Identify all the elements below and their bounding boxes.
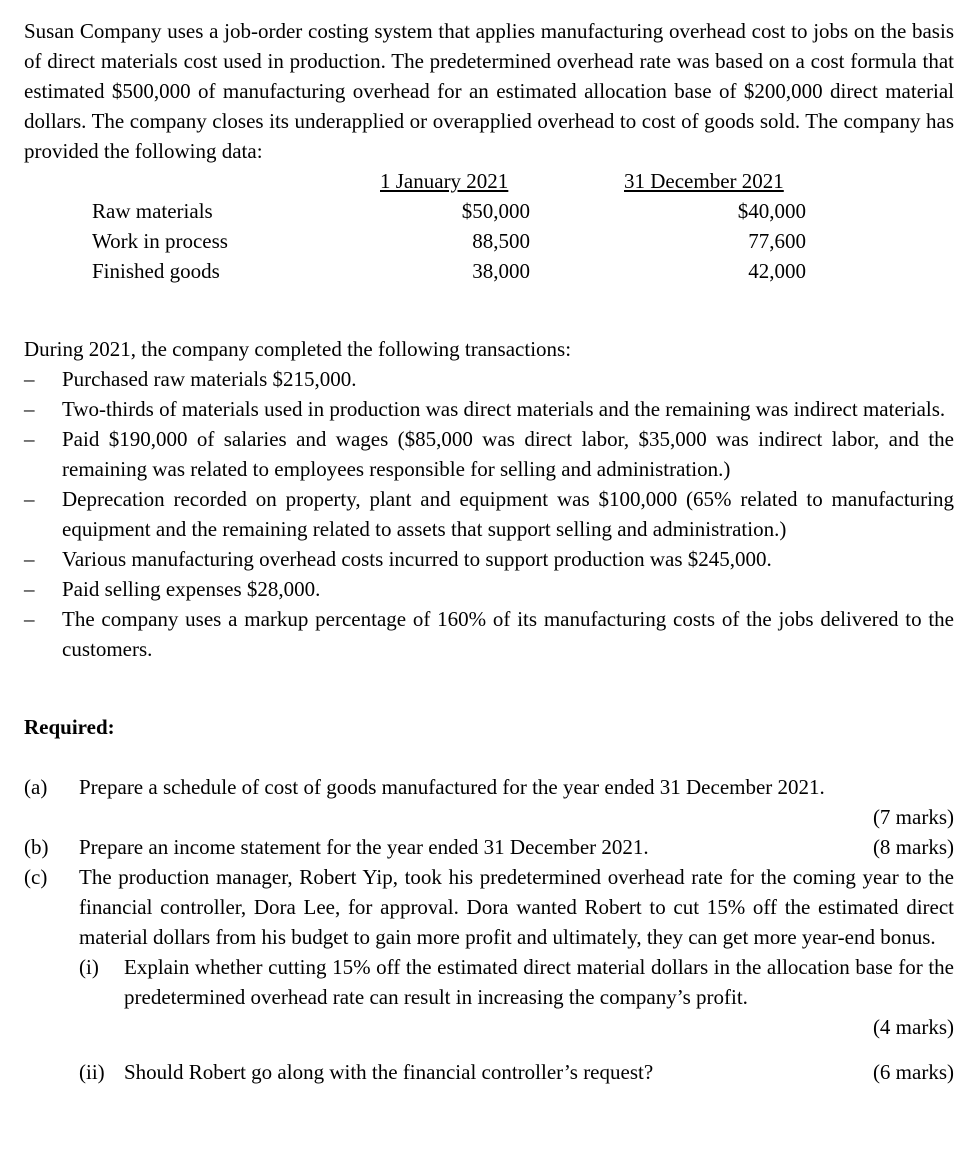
question-c-ii-label: (ii)	[79, 1060, 105, 1084]
question-b	[24, 832, 954, 862]
question-c-ii-marks: (6 marks)	[872, 1060, 954, 1084]
transaction-item: – Purchased raw materials $215,000.	[24, 364, 954, 394]
raw-materials-dec: $40,000	[737, 199, 806, 223]
question-c-i-text: Explain whether cutting 15% off the estimated direct material dollars in the allocation base for the predetermined overhead rate can result in increasing the company’s profit.	[124, 955, 954, 1009]
question-b-marks: (8 marks)	[872, 835, 954, 859]
question-a-text: Prepare a schedule of cost of goods manufactured for the year ended 31 December 2021.	[79, 775, 825, 799]
transaction-item: – Deprecation recorded on property, plant and equipment was $100,000 (65% related to manufacturing equipment and the remaining related to assets that support selling and administration.)	[24, 484, 954, 544]
question-c-i	[79, 952, 954, 1042]
transaction-item: – Paid selling expenses $28,000.	[24, 574, 954, 604]
transaction-item: – Paid $190,000 of salaries and wages ($85,000 was direct labor, $35,000 was indirect labor, and the remaining was related to employees responsible for selling and administration.)	[24, 424, 954, 484]
question-c-i-label: (i)	[79, 955, 99, 979]
intro-paragraph: Susan Company uses a job-order costing system that applies manufacturing overhead cost to jobs on the basis of direct materials cost used in production. The predetermined overhead rate was based on a cost formula that estimated $500,000 of manufacturing overhead for an estimated allocation base of $200,000 direct material dollars. The company closes its underapplied or overapplied overhead to cost of goods sold. The company has provided the following data:	[24, 19, 954, 163]
row-label-work-in-process: Work in process	[92, 229, 228, 253]
question-c-text: The production manager, Robert Yip, took his predetermined overhead rate for the coming year to the financial controller, Dora Lee, for approval. Dora wanted Robert to cut 15% off the estimated direct material dollars from his budget to gain more profit and ultimately, they can get more year-end bonus.	[79, 865, 954, 949]
row-label-raw-materials: Raw materials	[92, 199, 213, 223]
transaction-item: – The company uses a markup percentage of 160% of its manufacturing costs of the jobs delivered to the customers.	[24, 604, 954, 664]
header-1-january-2021: 1 January 2021	[380, 169, 509, 193]
transactions-list	[24, 364, 954, 664]
header-31-december-2021: 31 December 2021	[624, 169, 784, 193]
transaction-item: – Various manufacturing overhead costs incurred to support production was $245,000.	[24, 544, 954, 574]
dash-bullet: –	[24, 427, 35, 451]
inventory-table	[24, 166, 954, 286]
required-heading: Required:	[24, 715, 115, 739]
transaction-item: – Two-thirds of materials used in production was direct materials and the remaining was indirect materials.	[24, 394, 954, 424]
dash-bullet: –	[24, 577, 35, 601]
question-b-label: (b)	[24, 835, 49, 859]
work-in-process-dec: 77,600	[748, 229, 806, 253]
question-c-label: (c)	[24, 865, 48, 889]
dash-bullet: –	[24, 607, 35, 631]
raw-materials-jan: $50,000	[461, 199, 530, 223]
work-in-process-jan: 88,500	[472, 229, 530, 253]
row-label-finished-goods: Finished goods	[92, 259, 220, 283]
dash-bullet: –	[24, 397, 35, 421]
question-a	[24, 772, 954, 832]
question-a-label: (a)	[24, 775, 48, 799]
question-c-ii	[79, 1057, 954, 1087]
question-page	[24, 16, 954, 1087]
question-c	[24, 862, 954, 1087]
finished-goods-jan: 38,000	[472, 259, 530, 283]
transactions-title: During 2021, the company completed the following transactions:	[24, 337, 572, 361]
question-a-marks: (7 marks)	[872, 805, 954, 829]
question-c-ii-text: Should Robert go along with the financial controller’s request?	[124, 1060, 654, 1084]
dash-bullet: –	[24, 367, 35, 391]
dash-bullet: –	[24, 547, 35, 571]
finished-goods-dec: 42,000	[748, 259, 806, 283]
question-c-i-marks: (4 marks)	[872, 1015, 954, 1039]
question-b-text: Prepare an income statement for the year ended 31 December 2021.	[79, 835, 649, 859]
dash-bullet: –	[24, 487, 35, 511]
